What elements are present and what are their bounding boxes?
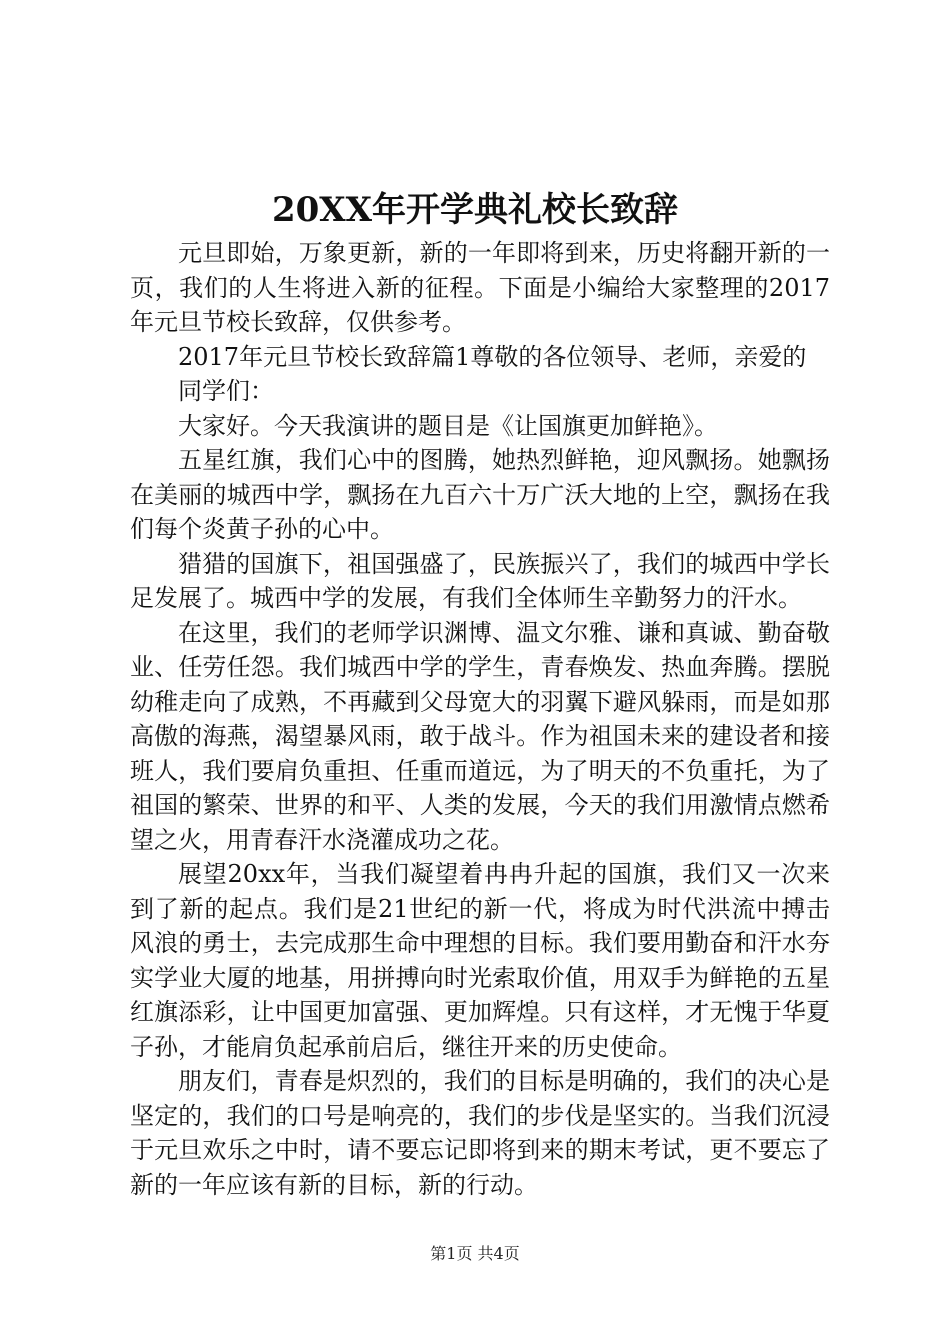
paragraph-development: 猎猎的国旗下，祖国强盛了，民族振兴了，我们的城西中学长足发展了。城西中学的发展，有我们全体师生辛勤努力的汗水。 [130, 549, 830, 612]
page-number-footer: 第1页 共4页 [430, 1244, 520, 1263]
document-title: 20XX年开学典礼校长致辞 [271, 190, 679, 230]
paragraph-speech-heading: 2017年元旦节校长致辞篇1尊敬的各位领导、老师，亲爱的 [178, 342, 807, 371]
paragraph-greeting: 大家好。今天我演讲的题目是《让国旗更加鲜艳》。 [178, 411, 718, 440]
paragraph-outlook: 展望20xx年，当我们凝望着冉冉升起的国旗，我们又一次来到了新的起点。我们是21世纪的新一代，将成为时代洪流中搏击风浪的勇士，去完成那生命中理想的目标。我们要用勤奋和汗水夯实学业大厦的地基，用拼搏向时光索取价值，用双手为鲜艳的五星红旗添彩，让中国更加富强、更加辉煌。只有这样，才无愧于华夏子孙，才能肩负起承前启后，继往开来的历史使命。 [130, 860, 830, 1061]
paragraph-teachers-students: 在这里，我们的老师学识渊博、温文尔雅、谦和真诚、勤奋敬业、任劳任怨。我们城西中学的学生，青春焕发、热血奔腾。摆脱幼稚走向了成熟，不再藏到父母宽大的羽翼下避风躲雨，而是如那高傲的海燕，渴望暴风雨，敢于战斗。作为祖国未来的建设者和接班人，我们要肩负重担、任重而道远，为了明天的不负重托，为了祖国的繁荣、世界的和平、人类的发展，今天的我们用激情点燃希望之火，用青春汗水浇灌成功之花。 [130, 618, 830, 854]
paragraph-intro: 元旦即始，万象更新，新的一年即将到来，历史将翻开新的一页，我们的人生将进入新的征程。下面是小编给大家整理的2017年元旦节校长致辞，仅供参考。 [130, 239, 830, 336]
paragraph-flag: 五星红旗，我们心中的图腾，她热烈鲜艳，迎风飘扬。她飘扬在美丽的城西中学，飘扬在九百六十万广沃大地的上空，飘扬在我们每个炎黄子孙的心中。 [130, 446, 830, 543]
paragraph-salutation: 同学们： [178, 377, 274, 405]
paragraph-friends: 朋友们，青春是炽烈的，我们的目标是明确的，我们的决心是坚定的，我们的口号是响亮的，我们的步伐是坚实的。当我们沉浸于元旦欢乐之中时，请不要忘记即将到来的期末考试，更不要忘了新的一年应该有新的目标，新的行动。 [130, 1067, 830, 1199]
document-body [130, 236, 830, 1202]
